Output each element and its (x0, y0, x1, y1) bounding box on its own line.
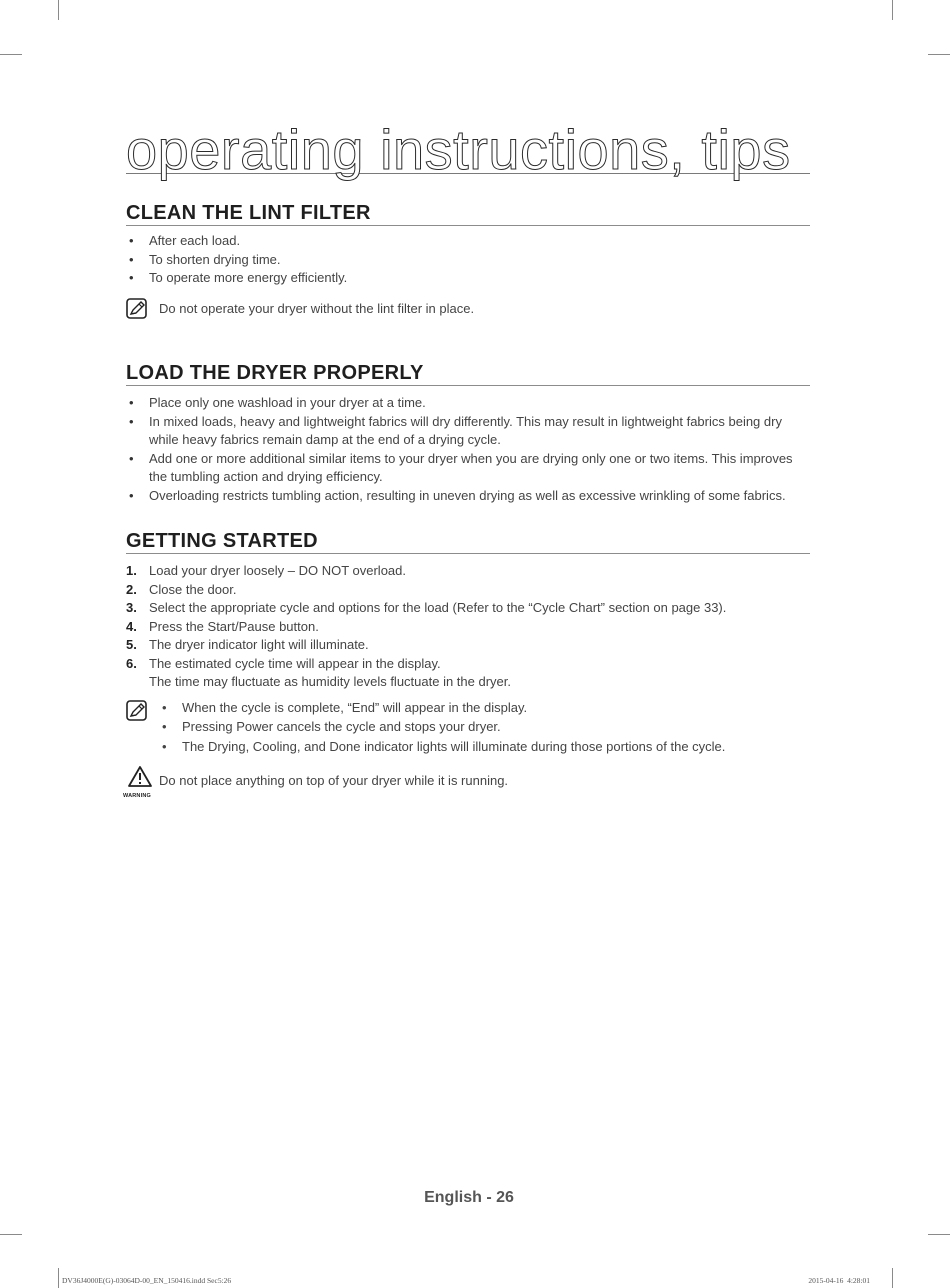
page-number: English - 26 (424, 1189, 514, 1206)
list-item: • Pressing Power cancels the cycle and stops your dryer. (162, 719, 501, 734)
note (126, 298, 810, 319)
crop-mark (928, 1234, 950, 1235)
warning (123, 770, 810, 799)
page-title: operating instructions, tips (126, 118, 810, 174)
crop-mark (58, 1268, 59, 1288)
crop-mark (892, 1268, 893, 1288)
step-item: 1. Load your dryer loosely – DO NOT overload. (126, 563, 406, 578)
section-heading: LOAD THE DRYER PROPERLY (126, 361, 810, 386)
step-item: 6. The estimated cycle time will appear in the display. The time may fluctuate as humidity levels fluctuate in the dryer. (126, 655, 512, 689)
section-heading: CLEAN THE LINT FILTER (126, 201, 810, 226)
warning-text: Do not place anything on top of your dryer while it is running. (159, 773, 509, 788)
list-item: • When the cycle is complete, “End” will appear in the display. (162, 699, 528, 715)
list-item: • Add one or more additional similar items to your dryer when you are drying only one or two items. This improves the tumbling action and drying efficiency. (129, 450, 793, 484)
list-item: • In mixed loads, heavy and lightweight fabrics will dry differently. This may result in lightweight fabrics being dry while heavy fabrics remain damp at the end of a drying cycle. (129, 413, 782, 447)
note-list (159, 698, 810, 757)
bullet-list (126, 232, 810, 288)
step-item: 5. The dryer indicator light will illuminate. (126, 637, 369, 652)
note-pencil-icon (126, 298, 148, 320)
list-item: • To shorten drying time. (129, 251, 281, 267)
list-item: • To operate more energy efficiently. (129, 270, 348, 285)
crop-mark (892, 0, 893, 20)
crop-mark (0, 54, 22, 55)
list-item: • Overloading restricts tumbling action, resulting in uneven drying as well as excessive wrinkling of some fabrics. (129, 487, 786, 503)
step-item: 3. Select the appropriate cycle and options for the load (Refer to the “Cycle Chart” section on page 33). (126, 600, 727, 615)
step-item: 4. Press the Start/Pause button. (126, 618, 319, 634)
list-item: • Place only one washload in your dryer at a time. (129, 395, 426, 410)
section-heading: GETTING STARTED (126, 529, 810, 554)
step-item: 2. Close the door. (126, 581, 237, 597)
note (126, 698, 810, 757)
crop-mark (0, 1234, 22, 1235)
note-text: Do not operate your dryer without the lint filter in place. (159, 300, 475, 316)
crop-mark (928, 54, 950, 55)
section-clean-lint-filter (126, 201, 810, 318)
step-list (126, 562, 810, 692)
print-info-right: 2015-04-16 4:28:01 (808, 1276, 870, 1285)
note-pencil-icon (126, 700, 148, 722)
list-item: • The Drying, Cooling, and Done indicator lights will illuminate during those portions of the cycle. (162, 738, 726, 754)
warning-triangle-icon (126, 764, 154, 796)
warning-label: WARNING (123, 793, 151, 799)
bullet-list (126, 394, 810, 505)
section-load-dryer (126, 361, 810, 505)
list-item: • After each load. (129, 233, 241, 248)
print-info-left: DV36J4000E(G)-03064D-00_EN_150416.indd Sec5:26 (62, 1276, 232, 1285)
step-extra-text: The time may fluctuate as humidity levels fluctuate in the dryer. (149, 674, 512, 689)
section-getting-started (123, 529, 810, 799)
crop-mark (58, 0, 59, 20)
